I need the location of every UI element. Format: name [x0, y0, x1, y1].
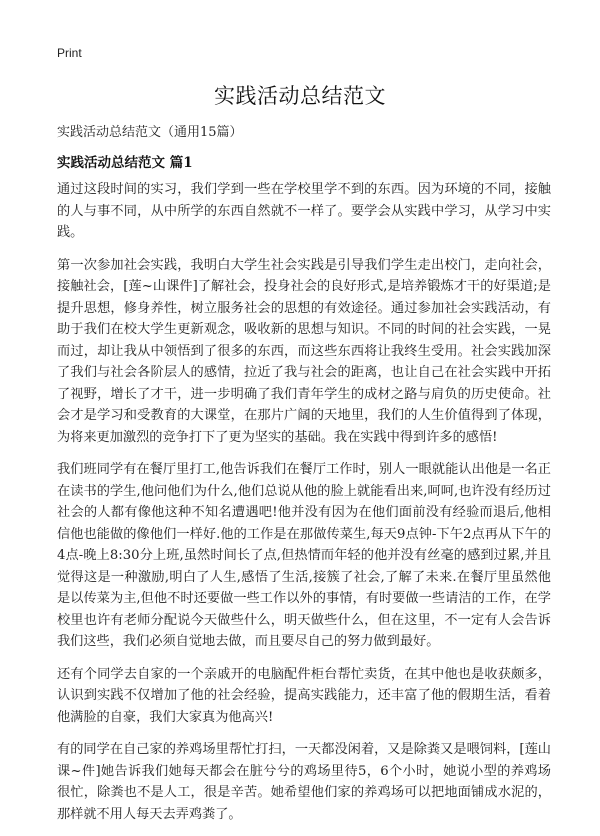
document-subtitle: 实践活动总结范文（通用15篇） — [57, 125, 243, 140]
page-title: 实践活动总结范文 — [214, 84, 386, 108]
paragraph: 有的同学在自己家的养鸡场里帮忙打扫，一天都没闲着，又是除粪又是喂饲料，[莲山课~件]她告诉我们她每天都会在脏兮兮的鸡场里待5，6个小时，她说小型的养鸡场很忙，除粪也不是人工，很是辛苦。她希望他们家的养鸡场可以把地面铺成水泥的，那样就不用人每天去弄鸡粪了。 — [57, 742, 551, 822]
paragraph: 通过这段时间的实习，我们学到一些在学校里学不到的东西。因为环境的不同，接触的人与事不同，从中所学的东西自然就不一样了。要学会从实践中学习，从学习中实践。 — [57, 182, 551, 240]
article-body — [57, 179, 551, 836]
paragraph: 第一次参加社会实践，我明白大学生社会实践是引导我们学生走出校门，走向社会，接触社会，[莲~山课件]了解社会，投身社会的良好形式,是培养锻炼才干的好渠道;是提升思想，修身养性，树立服务社会的思想的有效途径。通过参加社会实践活动，有助于我们在校大学生更新观念，吸收新的思想与知识。不同的时间的社会实践，一晃而过，却让我从中领悟到了很多的东西，而这些东西将让我终生受用。社会实践加深了我们与社会各阶层人的感情，拉近了我与社会的距离，也让自己在社会实践中开拓了视野，增长了才干，进一步明确了我们青年学生的成材之路与肩负的历史使命。社会才是学习和受教育的大课堂，在那片广阔的天地里，我们的人生价值得到了体现，为将来更加激烈的竞争打下了更为坚实的基础。我在实践中得到许多的感悟! — [57, 257, 551, 445]
print-link[interactable]: Print — [57, 46, 82, 60]
section-heading: 实践活动总结范文 篇1 — [57, 155, 193, 171]
paragraph: 我们班同学有在餐厅里打工,他告诉我们在餐厅工作时，别人一眼就能认出他是一名正在读书的学生,他问他们为什么,他们总说从他的脸上就能看出来,呵呵,也许没有经历过社会的人都有像他这种不知名遭遇吧!他并没有因为在他们面前没有经验而退后,他相信他也能做的像他们一样好.他的工作是在那做传菜生,每天9点钟-下午2点再从下午的4点-晚上8:30分上班,虽然时间长了点,但热情而年轻的他并没有丝毫的感到过累,并且觉得这是一种激励,明白了人生,感悟了生活,接簇了社会,了解了未来.在餐厅里虽然他是以传菜为主,但他不时还要做一些工作以外的事情，有时要做一些请洁的工作，在学校里也许有老师分配说今天做些什么，明天做些什么，但在这里，不一定有人会告诉我们这些，我们必须自觉地去做，而且要尽自己的努力做到最好。 — [57, 462, 551, 649]
paragraph: 还有个同学去自家的一个亲戚开的电脑配件柜台帮忙卖货，在其中他也是收获颇多，认识到实践不仅增加了他的社会经验，提高实践能力，还丰富了他的假期生活，看着他满脸的自豪，我们大家真为他高兴! — [57, 666, 551, 725]
